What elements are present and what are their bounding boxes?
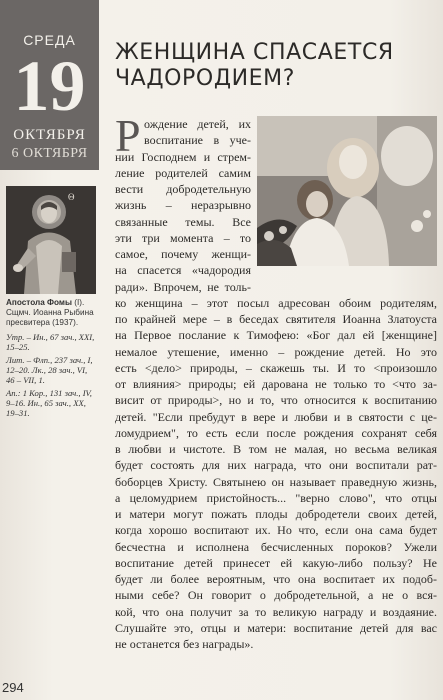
body-line: ождение детей, их: [144, 117, 251, 131]
body-full-column: [115, 311, 437, 652]
saint-name: Апостола Фомы: [6, 298, 72, 307]
body-line: кой, что она получит за то великую награду и воздаяние.: [115, 604, 437, 619]
body-line: бесчестна и исполнена бесчисленных пороков? Ужели: [115, 539, 437, 554]
body-line: детей. "Если пребудут в вере и любви и в святости с це-: [115, 409, 437, 424]
commemoration-text: Сщмч. Иоанна Рыбина пресвитера (1937).: [6, 308, 94, 328]
reading-apostle: Ап.: 1 Кор., 131 зач., IV, 9–16. Ин., 65 зач., XX, 19–31.: [6, 387, 92, 418]
body-line: ными себе? Он говорит о добродетельной, а не о вся-: [115, 588, 437, 603]
body-line: по крайней мере – в беседах святителя Иоанна Златоуста: [115, 312, 437, 326]
reading-morning: Утр. – Ин., 67 зач., XXI, 15–25.: [6, 331, 95, 352]
body-line: не останется без награды».: [115, 637, 254, 651]
body-line: нии Господнем и стрем-: [115, 149, 251, 164]
body-line: жизнь – неразрывно: [115, 198, 251, 213]
body-line: ломудрием", то есть если после рождения сохранят себя: [115, 425, 437, 440]
body-line: эти три момента – то: [115, 230, 251, 245]
page-number: 294: [2, 680, 24, 695]
calendar-month: ОКТЯБРЯ: [13, 127, 86, 143]
body-line: ление родителей самим: [115, 165, 251, 180]
body-line: от влияния> природы; ей дарована не только то <что за-: [115, 377, 437, 391]
body-line: немалое утешение, именно – рождение детей. Но это: [115, 344, 437, 359]
body-line: боборцев Христу. Святынею он называет праведную жизнь,: [115, 474, 437, 489]
drop-cap: Р: [115, 110, 141, 161]
body-line: самое, почему женщи-: [115, 247, 251, 261]
reading-liturgy: Лит. – Флп., 237 зач., I, 12–20. Лк., 28 зач., VI, 46 – VII, 1.: [6, 354, 93, 385]
body-line: ко женщина – этот посыл адресован обоим родителям,: [115, 295, 437, 310]
title-line-1: ЖЕНЩИНА СПАСАЕТСЯ: [115, 40, 394, 65]
title-line-2: ЧАДОРОДИЕМ?: [115, 66, 296, 91]
calendar-block: [0, 0, 99, 170]
saint-suffix: (I).: [71, 298, 85, 307]
body-line: когда хорошо воспитают их. Но что, если она сама будет: [115, 523, 437, 538]
body-wrap-column: [115, 116, 437, 311]
body-line: а целомудрием пристойность... "верно слово", что отцы: [115, 490, 437, 505]
svg-text:Θ: Θ: [68, 192, 75, 202]
mother-daughter-photo: [257, 116, 437, 266]
body-line: будет состоять для них награда, что они воспитали рат-: [115, 458, 437, 473]
body-line: висит от природы>, но и то, что относится к воспитанию: [115, 393, 437, 408]
body-line: ради». Впрочем, не толь-: [115, 279, 251, 294]
body-line: вести добродетельную: [115, 182, 251, 196]
body-line: воспитание детей принесет ей какую-либо пользу? Не: [115, 555, 437, 570]
body-line: на Первое послание к Тимофею: «Бог дал ей [женщине]: [115, 328, 437, 343]
body-line: в любви и чистоте. В том не малая, но весьма великая: [115, 442, 437, 456]
body-line: будет ли более вероятным, что она воспитает их подоб-: [115, 572, 437, 586]
calendar-day: 19: [13, 46, 86, 126]
sidebar-commemoration: [6, 298, 96, 418]
body-line: есть <дело> природы, – скажешь ты. И то <произошло: [115, 360, 437, 375]
body-line: воспитание в уче-: [144, 133, 251, 148]
body-line: на спасется «чадородия: [115, 263, 251, 278]
article-title: [115, 40, 435, 92]
apostle-thomas-icon: [6, 186, 96, 294]
calendar-old-style-date: 6 ОКТЯБРЯ: [11, 146, 88, 161]
body-line: Слушайте это, отцы и матери: воспитание детей для вас: [115, 620, 437, 635]
calendar-weekday: СРЕДА: [23, 32, 76, 48]
body-line: связанные темы. Все: [115, 214, 251, 229]
body-line: и матери могут пожать плоды добродетели своих детей,: [115, 507, 437, 521]
